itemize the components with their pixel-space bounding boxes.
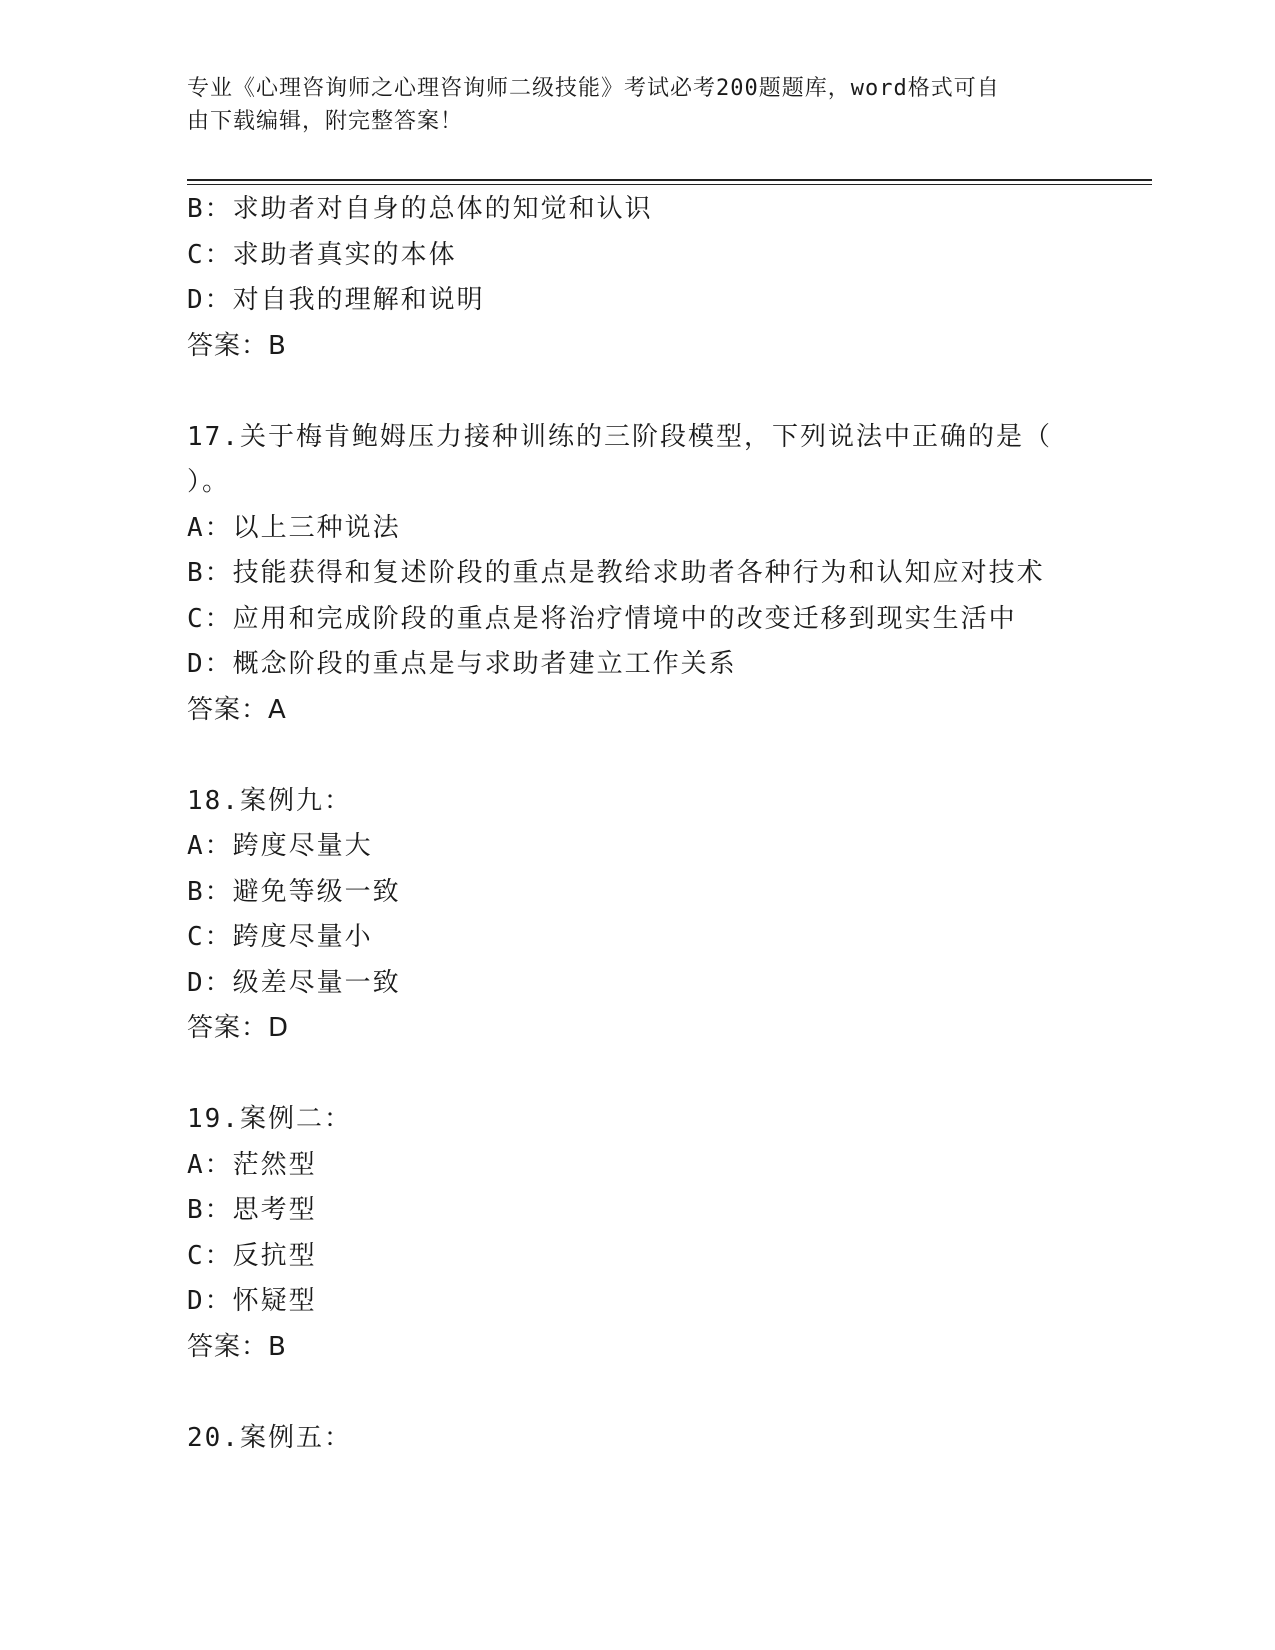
option-a: A：跨度尽量大 (187, 831, 373, 861)
question-18 (187, 779, 1087, 1052)
option-b: B：技能获得和复述阶段的重点是教给求助者各种行为和认知应对技术 (187, 558, 1045, 588)
header-line-1: 专业《心理咨询师之心理咨询师二级技能》考试必考200题题库，word格式可自 (187, 76, 1000, 101)
document-header (187, 72, 1067, 138)
question-19 (187, 1097, 1087, 1370)
document-body (187, 187, 1087, 1461)
option-b: B：求助者对自身的总体的知觉和认识 (187, 194, 653, 224)
option-c: C：跨度尽量小 (187, 922, 373, 952)
option-d: D：对自我的理解和说明 (187, 285, 485, 315)
option-d: D：概念阶段的重点是与求助者建立工作关系 (187, 649, 737, 679)
question-stem-continued: ）。 (187, 467, 231, 497)
question-17 (187, 415, 1087, 734)
header-divider-thick (187, 179, 1152, 181)
option-c: C：应用和完成阶段的重点是将治疗情境中的改变迁移到现实生活中 (187, 603, 1017, 634)
option-d: D：级差尽量一致 (187, 967, 401, 998)
question-stem: 17.关于梅肯鲍姆压力接种训练的三阶段模型，下列说法中正确的是（ (187, 421, 1052, 452)
header-divider-thin (187, 184, 1152, 185)
question-stem: 19.案例二： (187, 1104, 352, 1134)
spacer (187, 1052, 1087, 1098)
answer: 答案：B (187, 330, 287, 361)
answer: 答案：B (187, 1331, 287, 1362)
question-stem: 18.案例九： (187, 785, 352, 816)
option-d: D：怀疑型 (187, 1286, 317, 1316)
spacer (187, 369, 1087, 415)
question-stem: 20.案例五： (187, 1422, 352, 1453)
option-b: B：思考型 (187, 1195, 317, 1225)
option-a: A：以上三种说法 (187, 512, 401, 543)
option-b: B：避免等级一致 (187, 876, 401, 907)
answer: 答案：D (187, 1013, 290, 1043)
answer: 答案：A (187, 694, 287, 725)
question-20 (187, 1416, 1087, 1462)
spacer (187, 1370, 1087, 1416)
spacer (187, 733, 1087, 779)
header-line-2: 由下载编辑，附完整答案！ (187, 109, 464, 134)
question-16-tail (187, 187, 1087, 369)
option-a: A：茫然型 (187, 1149, 317, 1180)
option-c: C：反抗型 (187, 1240, 317, 1271)
option-c: C：求助者真实的本体 (187, 239, 457, 270)
